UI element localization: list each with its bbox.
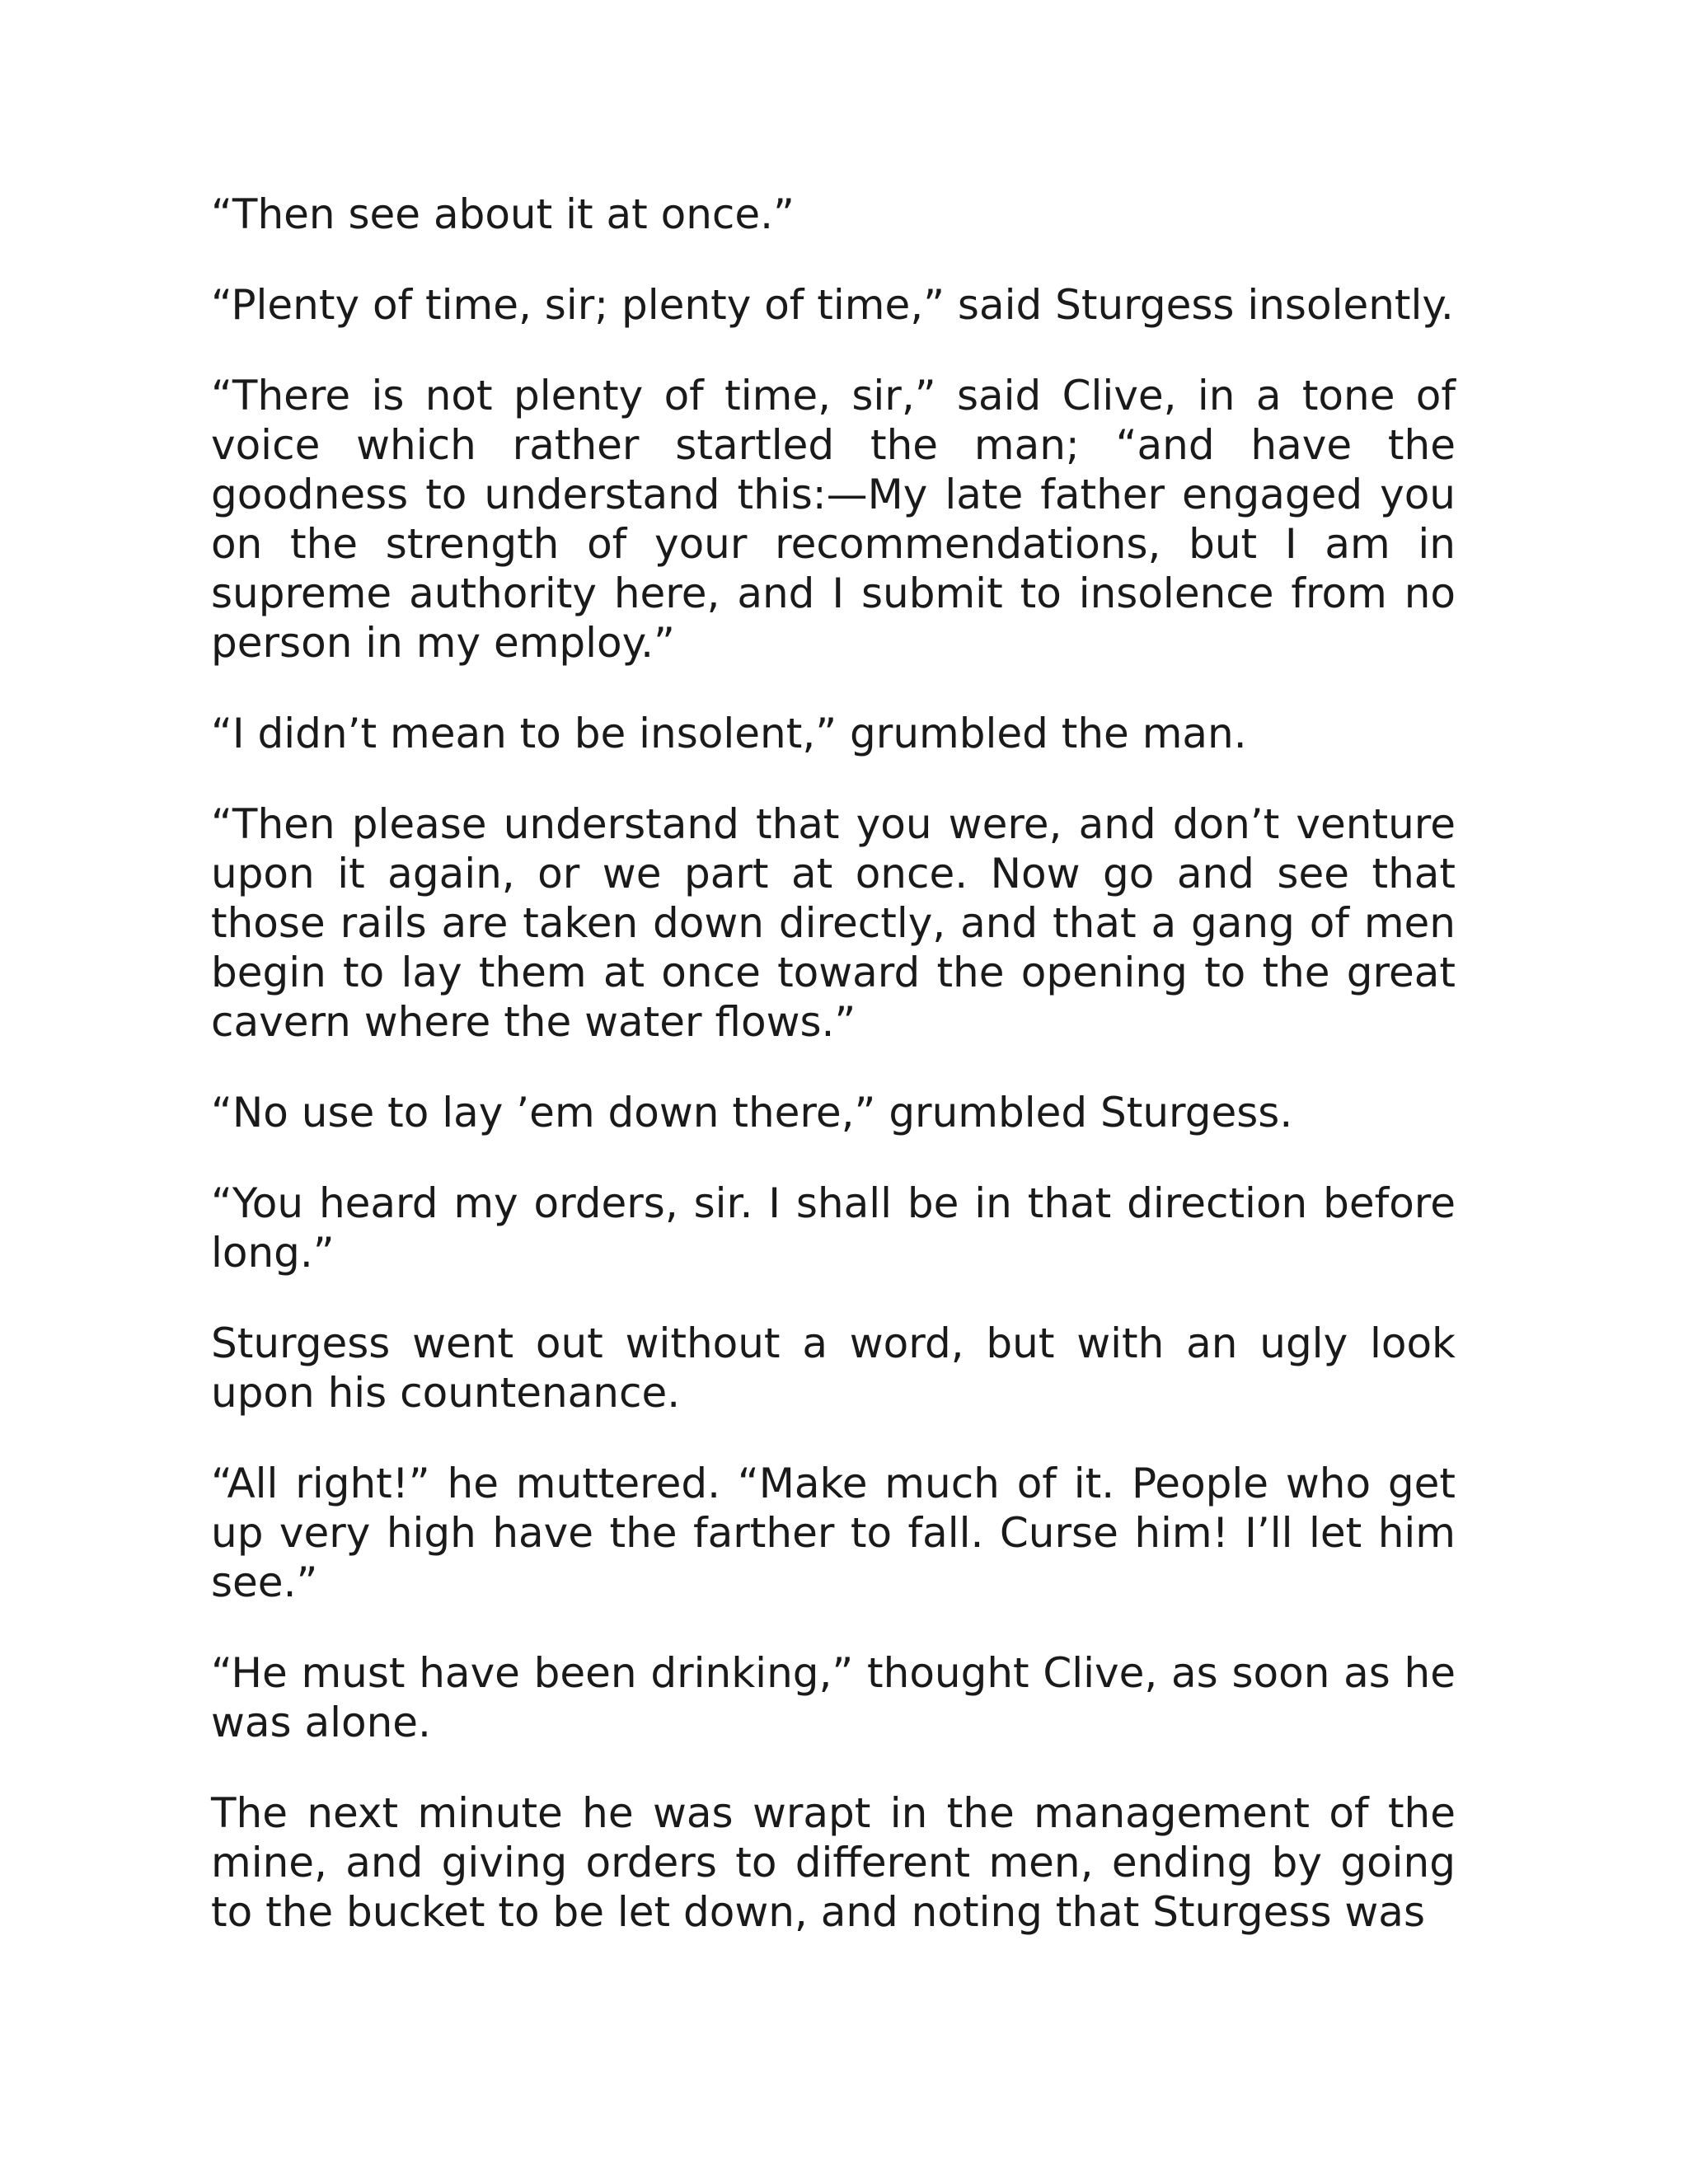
paragraph: “He must have been drinking,” thought Clive, as soon as he was alone.	[211, 1649, 1456, 1746]
paragraph: “Plenty of time, sir; plenty of time,” said Sturgess insolently.	[211, 281, 1454, 329]
paragraph: “No use to lay ’em down there,” grumbled Sturgess.	[211, 1089, 1293, 1137]
paragraph: “I didn’t mean to be insolent,” grumbled the man.	[211, 710, 1247, 757]
paragraph: “All right!” he muttered. “Make much of it. People who get up very high have the farther to fall. Curse him! I’ll let him see.”	[211, 1460, 1456, 1606]
paragraph: “You heard my orders, sir. I shall be in that direction before long.”	[211, 1179, 1456, 1277]
document-page	[211, 190, 1456, 1978]
paragraph-last: The next minute he was wrapt in the management of the mine, and giving orders to different men, ending by going to the bucket to be let down, and noting that Sturgess was	[211, 1789, 1456, 1936]
paragraph: “There is not plenty of time, sir,” said Clive, in a tone of voice which rather startled the man; “and have the goodness to understand this:—My late father engaged you on the strength of your recommendations, but I am in supreme authority here, and I submit to insolence from no person in my employ.”	[211, 372, 1456, 667]
paragraph: Sturgess went out without a word, but with an ugly look upon his countenance.	[211, 1319, 1456, 1417]
paragraph: “Then please understand that you were, and don’t venture upon it again, or we part at once. Now go and see that those rails are taken down directly, and that a gang of men begin to lay them at once toward the opening to the great cavern where the water flows.”	[211, 800, 1456, 1046]
paragraph: “Then see about it at once.”	[211, 190, 795, 238]
